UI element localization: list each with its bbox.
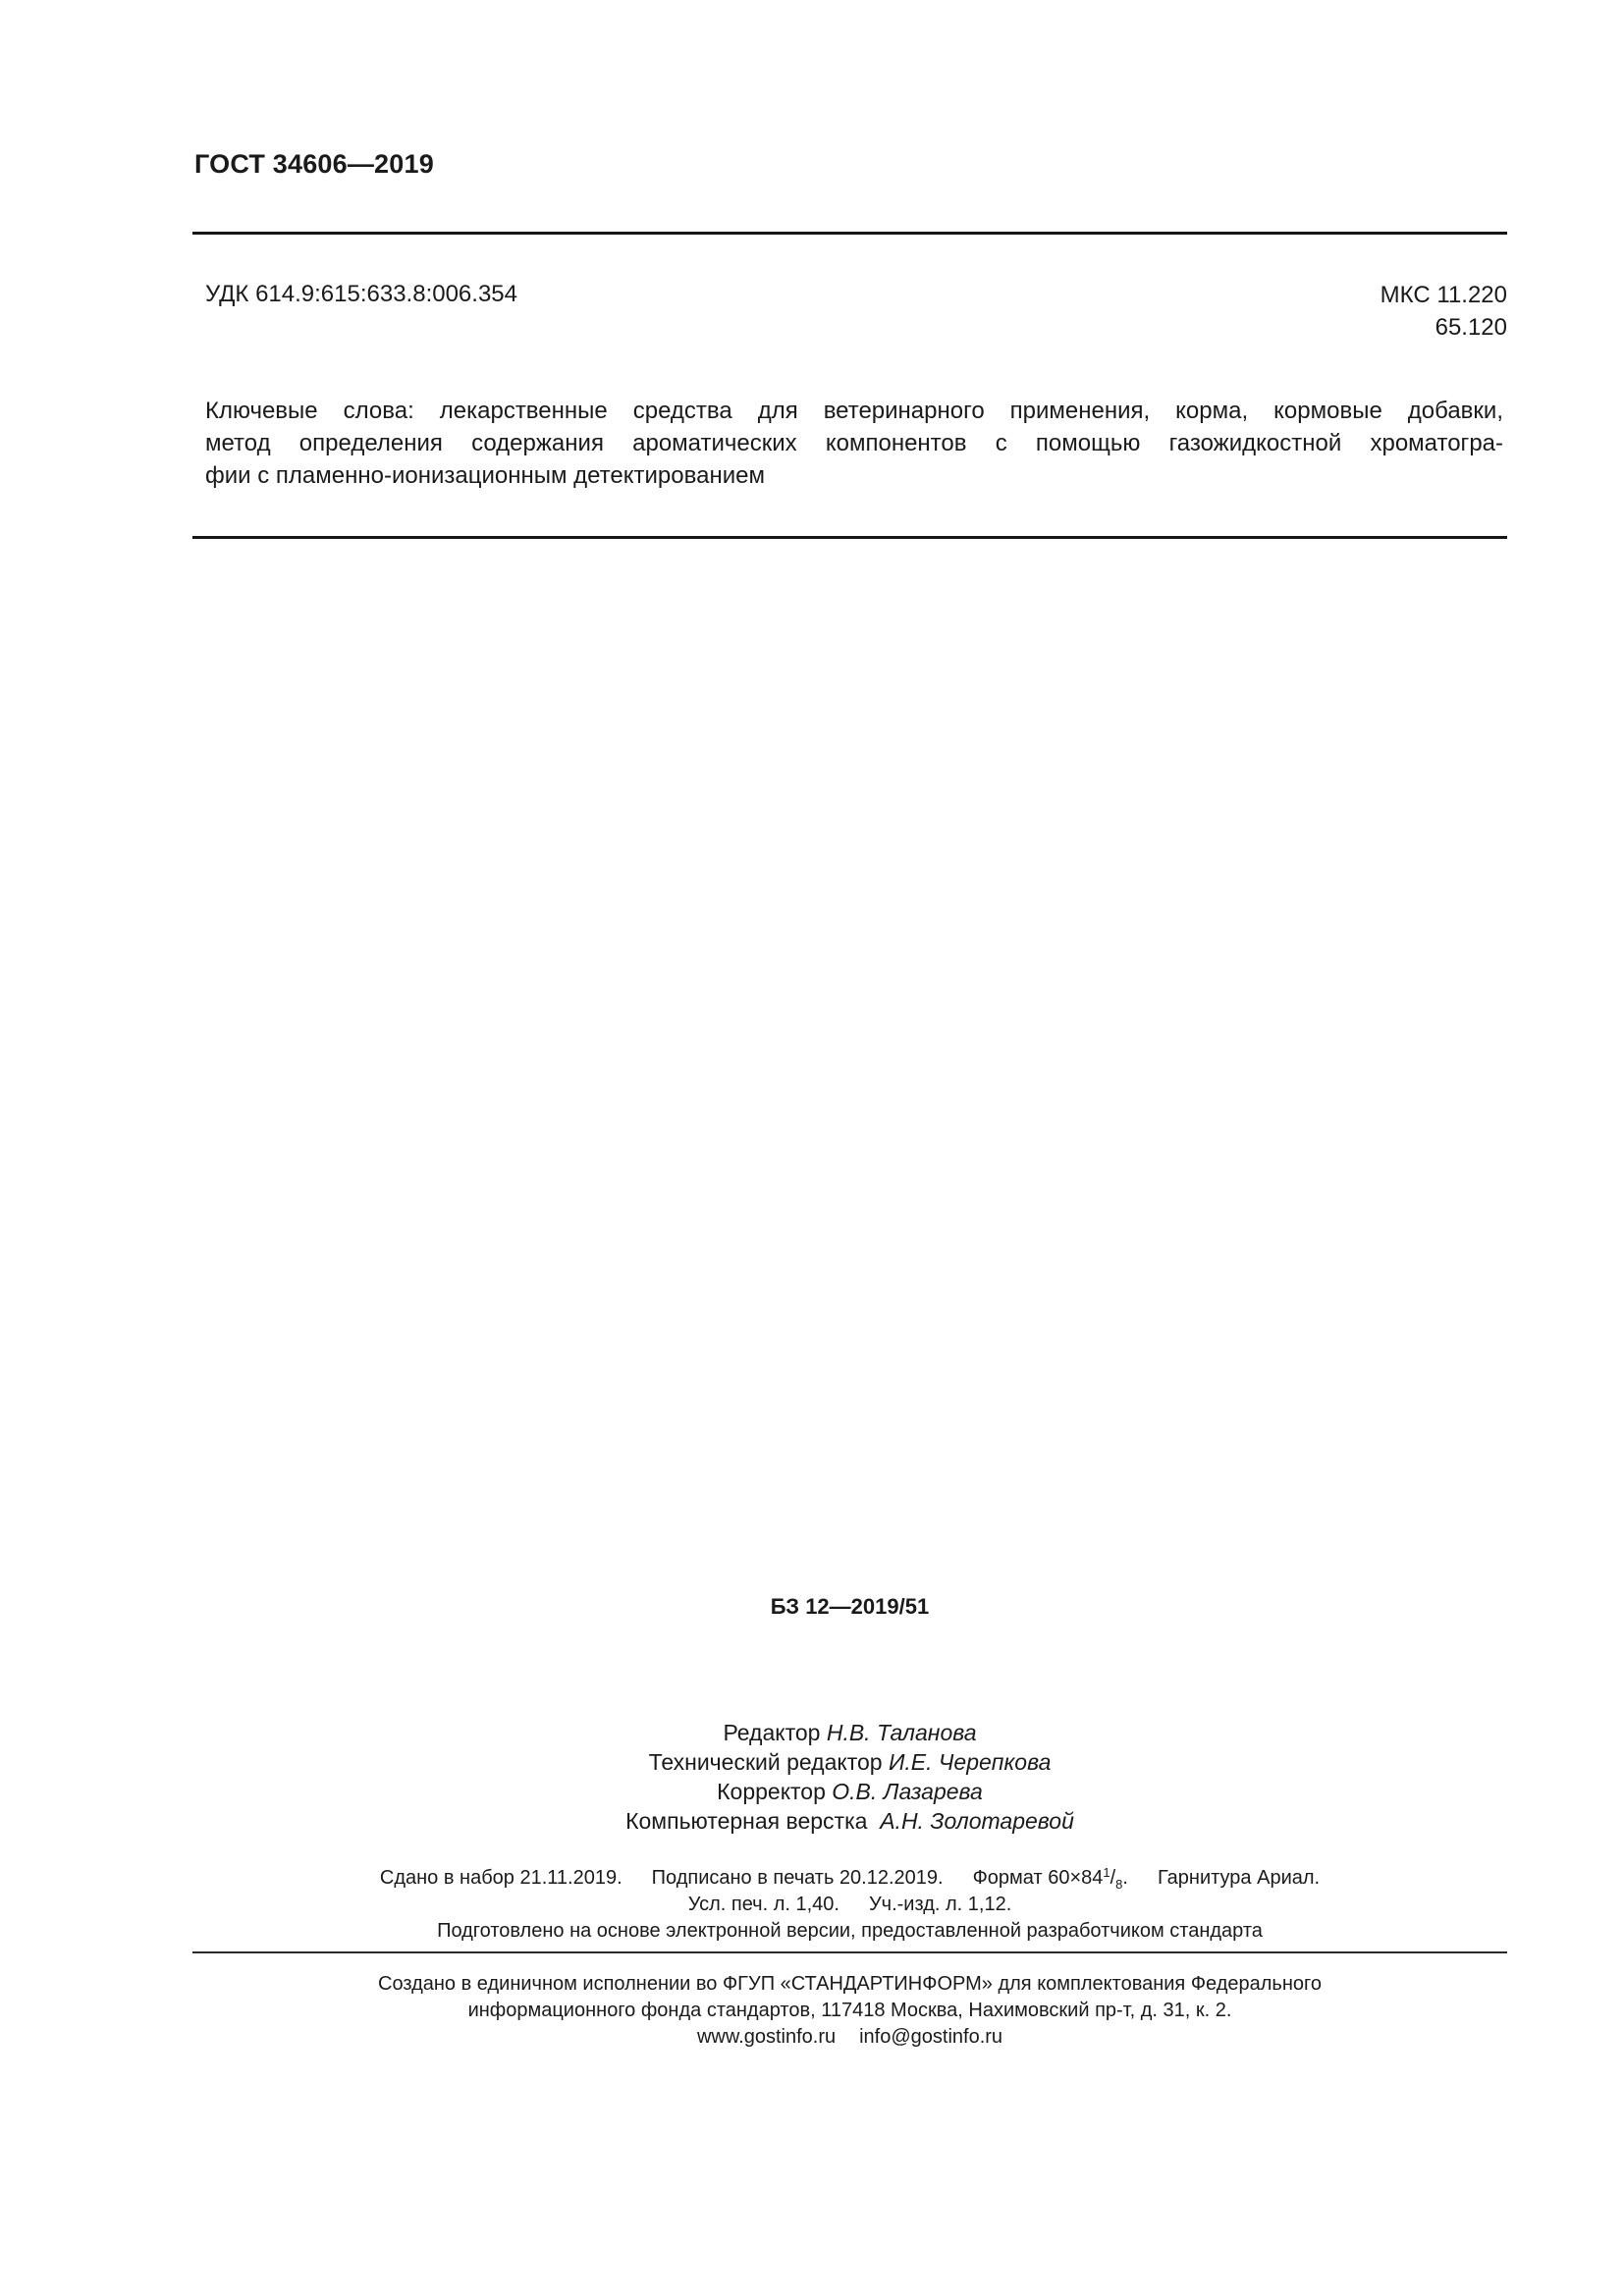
publisher-contacts — [192, 2024, 1507, 2051]
keywords-line: метод определения содержания ароматических компонентов с помощью газожидкостной хроматогра- — [205, 430, 1503, 456]
bz-number: БЗ 12—2019/51 — [770, 1594, 930, 1619]
credit-name: Н.В. Таланова — [826, 1720, 977, 1745]
format-sub: 8 — [1115, 1877, 1123, 1892]
format-base: Формат 60×84 — [972, 1867, 1104, 1889]
mks-codes — [1380, 279, 1507, 344]
credit-name: И.Е. Черепкова — [888, 1749, 1052, 1775]
publisher-block — [192, 1971, 1507, 2051]
standard-number: ГОСТ 34606—2019 — [194, 149, 434, 179]
credits-block — [192, 1718, 1507, 1836]
credit-proofreader — [192, 1777, 1507, 1806]
keywords-line: фии с пламенно-ионизационным детектированием — [205, 462, 765, 489]
imprint-line-2 — [192, 1892, 1507, 1918]
submitted-date: Сдано в набор 21.11.2019. — [379, 1867, 623, 1889]
publisher-sheets: Уч.-изд. л. 1,12. — [868, 1894, 1012, 1915]
format-suffix: . — [1122, 1867, 1128, 1889]
top-divider — [192, 232, 1507, 235]
imprint-block — [192, 1865, 1507, 1945]
signed-date: Подписано в печать 20.12.2019. — [651, 1867, 944, 1889]
mks-code-secondary: 65.120 — [1435, 314, 1507, 341]
keywords-divider — [192, 536, 1507, 539]
typeface: Гарнитура Ариал. — [1157, 1867, 1321, 1889]
credit-layout — [192, 1806, 1507, 1836]
publisher-line-1: Создано в единичном исполнении во ФГУП «СТАНДАРТИНФОРМ» для комплектования Федерального — [378, 1973, 1322, 1995]
credit-technical-editor — [192, 1747, 1507, 1777]
website-link[interactable]: www.gostinfo.ru — [696, 2026, 837, 2048]
format-sep: / — [1110, 1867, 1116, 1889]
imprint-line-1 — [192, 1865, 1507, 1892]
keywords-line: Ключевые слова: лекарственные средства для ветеринарного применения, корма, кормовые добавки, — [205, 398, 1503, 424]
credit-role: Компьютерная верстка — [625, 1808, 868, 1834]
credit-editor — [192, 1718, 1507, 1747]
imprint-prepared: Подготовлено на основе электронной версии, предоставленной разработчиком стандарта — [437, 1920, 1263, 1942]
credit-name: А.Н. Золотаревой — [880, 1808, 1074, 1834]
email-link[interactable]: info@gostinfo.ru — [859, 2026, 1003, 2048]
paper-format — [972, 1865, 1128, 1892]
mks-code-primary: МКС 11.220 — [1380, 282, 1507, 308]
format-sup: 1 — [1103, 1865, 1110, 1880]
credit-role: Корректор — [717, 1779, 826, 1804]
publisher-line-2: информационного фонда стандартов, 117418 Москва, Нахимовский пр-т, д. 31, к. 2. — [467, 2000, 1232, 2021]
imprint-divider — [192, 1951, 1507, 1953]
credit-name: О.В. Лазарева — [832, 1779, 983, 1804]
print-sheets: Усл. печ. л. 1,40. — [687, 1894, 839, 1915]
credit-role: Технический редактор — [648, 1749, 883, 1775]
udk-code: УДК 614.9:615:633.8:006.354 — [205, 281, 517, 307]
keywords-paragraph — [205, 395, 1503, 492]
credit-role: Редактор — [723, 1720, 821, 1745]
